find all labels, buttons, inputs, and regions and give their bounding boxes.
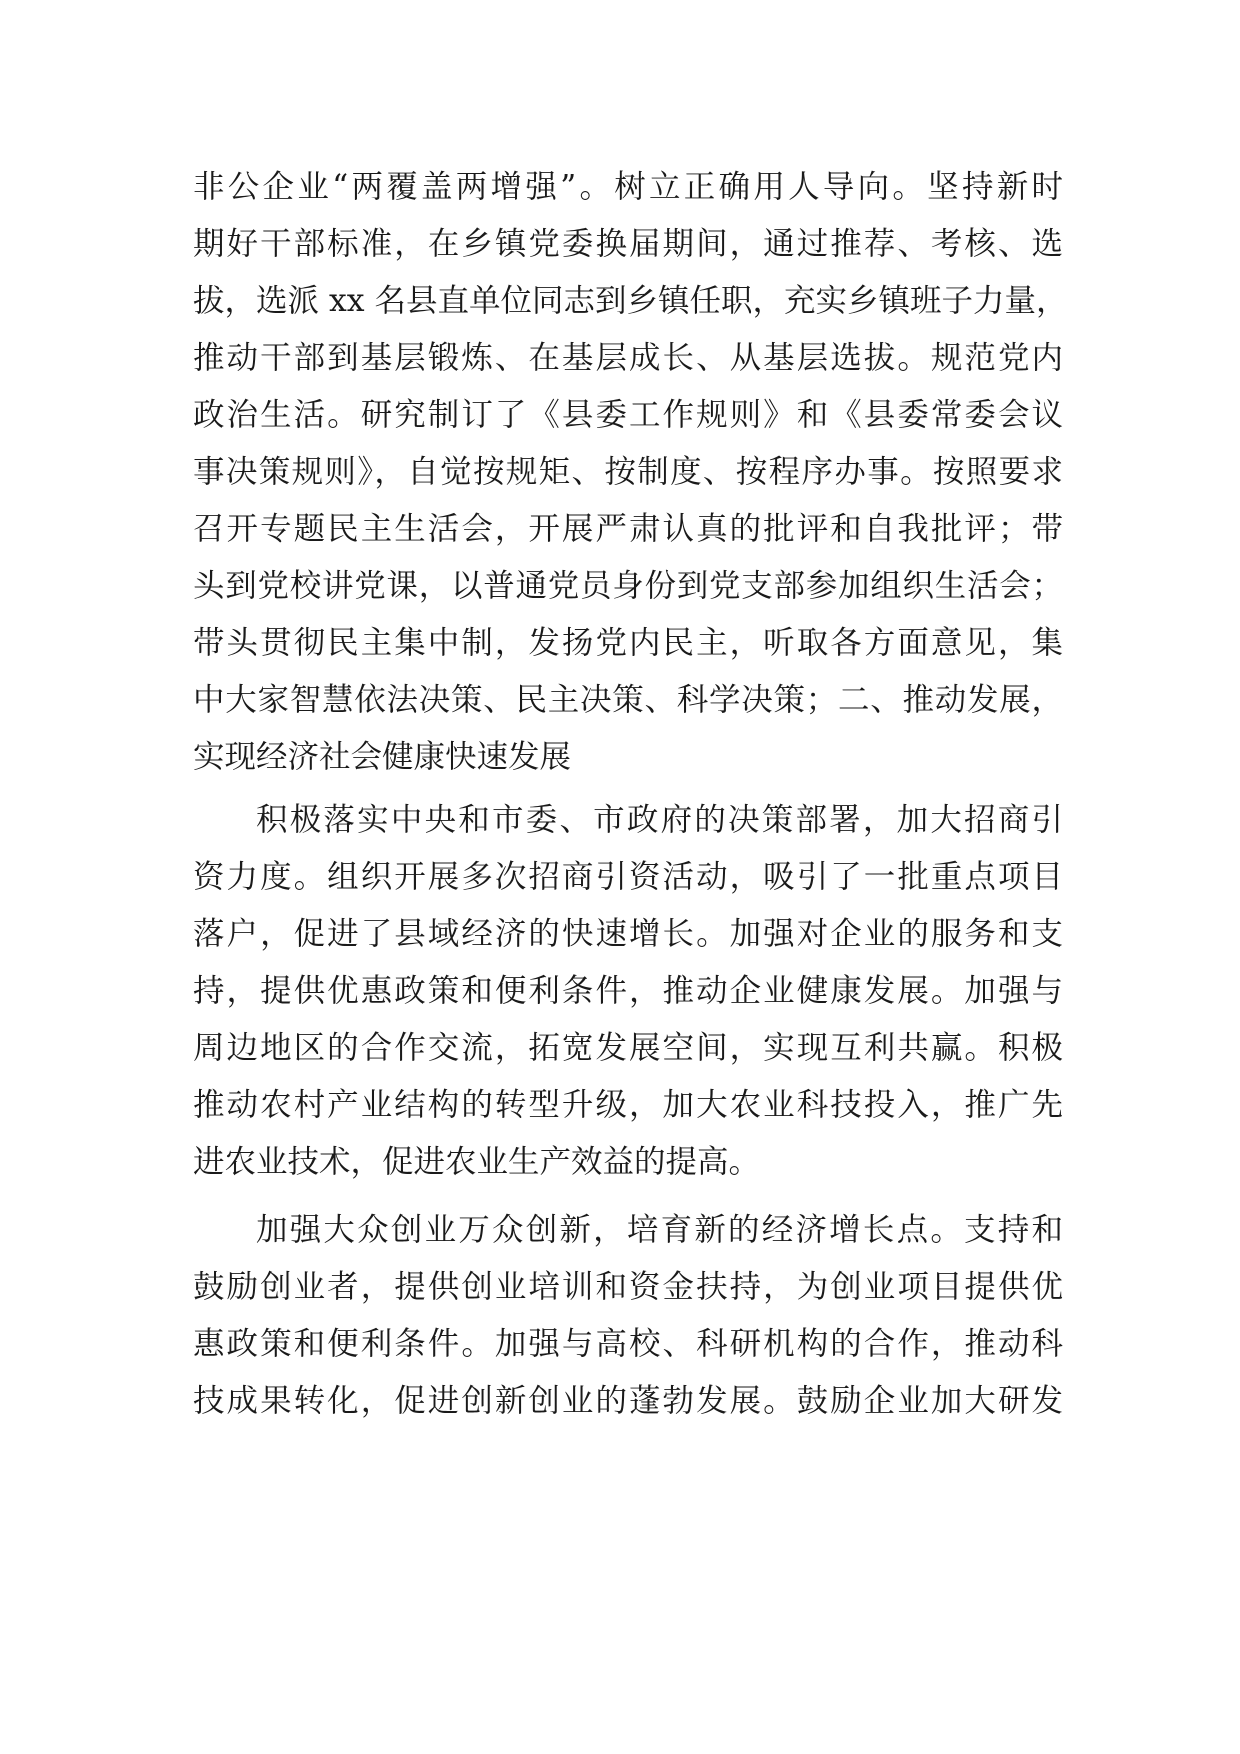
text-line-1: 非公企业“两覆盖两增强”。树立正确用人导向。坚持新时	[193, 169, 1063, 205]
text-line-12: 积极落实中央和市委、市政府的决策部署，加大招商引	[256, 802, 1063, 838]
text-line-6: 事决策规则》，自觉按规矩、按制度、按程序办事。按照要求	[193, 454, 1063, 490]
text-line-20: 鼓励创业者，提供创业培训和资金扶持，为创业项目提供优	[193, 1269, 1063, 1305]
text-line-18: 进农业技术，促进农业生产效益的提高。	[193, 1144, 761, 1180]
text-line-21: 惠政策和便利条件。加强与高校、科研机构的合作，推动科	[193, 1326, 1063, 1362]
text-line-5: 政治生活。研究制订了《县委工作规则》和《县委常委会议	[193, 397, 1063, 433]
section-heading: 实现经济社会健康快速发展	[193, 739, 572, 775]
text-line-7: 召开专题民主生活会，开展严肃认真的批评和自我批评；带	[193, 511, 1063, 547]
text-line-13: 资力度。组织开展多次招商引资活动，吸引了一批重点项目	[193, 859, 1063, 895]
text-line-19: 加强大众创业万众创新，培育新的经济增长点。支持和	[256, 1212, 1063, 1248]
text-line-14: 落户，促进了县域经济的快速增长。加强对企业的服务和支	[193, 916, 1063, 952]
text-line-4: 推动干部到基层锻炼、在基层成长、从基层选拔。规范党内	[193, 340, 1063, 376]
text-line-16: 周边地区的合作交流，拓宽发展空间，实现互利共赢。积极	[193, 1030, 1063, 1066]
text-line-22: 技成果转化，促进创新创业的蓬勃发展。鼓励企业加大研发	[193, 1383, 1063, 1419]
text-line-3: 拔，选派 xx 名县直单位同志到乡镇任职，充实乡镇班子力量，	[193, 283, 1068, 319]
text-line-8: 头到党校讲党课，以普通党员身份到党支部参加组织生活会；	[193, 568, 1063, 604]
text-line-17: 推动农村产业结构的转型升级，加大农业科技投入，推广先	[193, 1087, 1063, 1123]
text-line-15: 持，提供优惠政策和便利条件，推动企业健康发展。加强与	[193, 973, 1063, 1009]
text-line-10: 中大家智慧依法决策、民主决策、科学决策；二、推动发展，	[193, 682, 1063, 718]
text-line-2: 期好干部标准，在乡镇党委换届期间，通过推荐、考核、选	[193, 226, 1063, 262]
text-line-9: 带头贯彻民主集中制，发扬党内民主，听取各方面意见，集	[193, 625, 1063, 661]
